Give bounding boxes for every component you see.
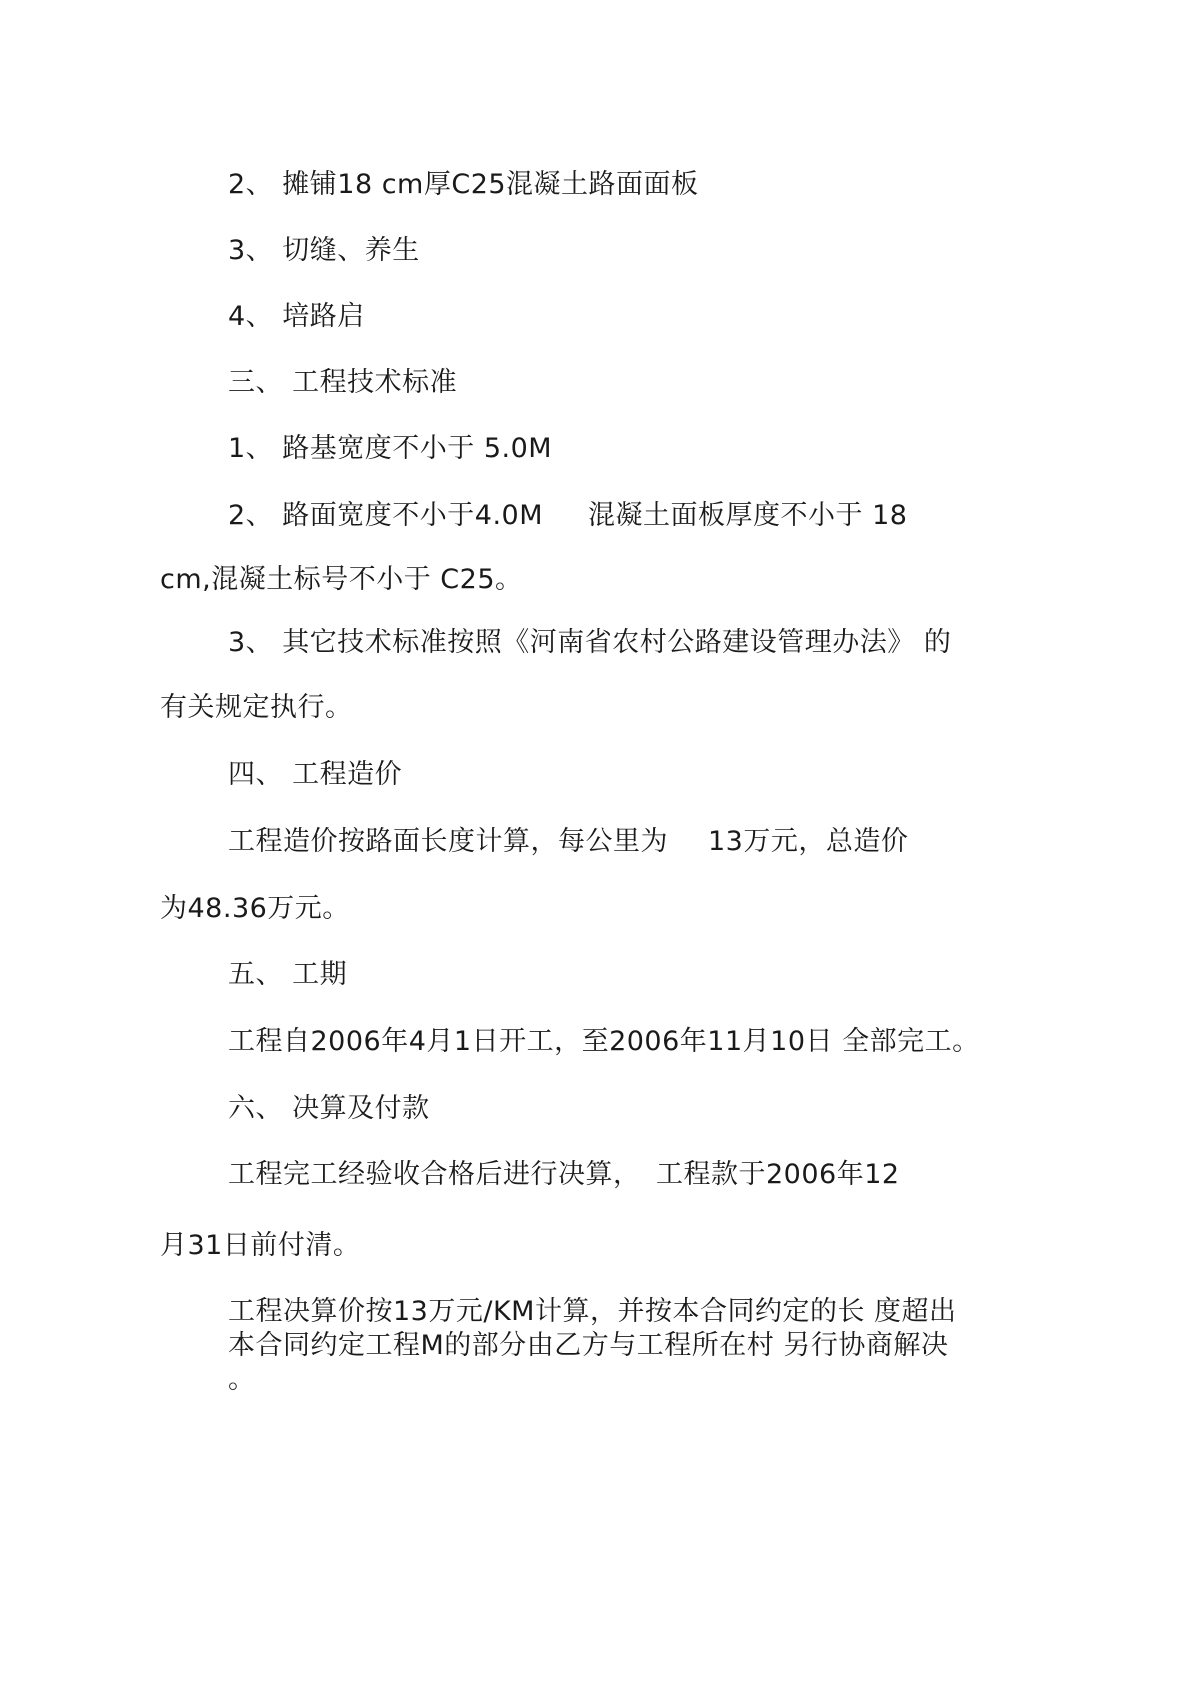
settlement-text-3: 。	[228, 1364, 256, 1395]
section-6-heading-text: 六、 决算及付款	[228, 1093, 430, 1124]
settlement-line-3	[228, 1363, 256, 1397]
item-4-line	[228, 300, 365, 334]
item-2-text: 2、 摊铺18 cm厚C25混凝土路面面板	[228, 169, 699, 200]
cost-line-b	[708, 825, 908, 859]
standard-2-cont-text: cm,混凝土标号不小于 C25。	[160, 564, 523, 595]
schedule-text: 工程自2006年4月1日开工，至2006年11月10日 全部完工。	[228, 1026, 980, 1057]
section-3-heading	[228, 366, 457, 400]
standard-2-continuation	[160, 563, 523, 597]
standard-3-cont-text: 有关规定执行。	[160, 692, 353, 723]
schedule-line	[228, 1025, 980, 1059]
settlement-text-1: 工程决算价按13万元/KM计算，并按本合同约定的长 度超出	[228, 1296, 957, 1327]
standard-2-part-a: 2、 路面宽度不小于4.0M	[228, 500, 543, 531]
item-2-line	[228, 168, 699, 202]
payment-part-a: 工程完工经验收合格后进行决算，	[228, 1159, 641, 1190]
settlement-line-2	[228, 1329, 948, 1363]
section-4-heading-text: 四、 工程造价	[228, 759, 403, 790]
standard-3-continuation	[160, 691, 353, 725]
standard-3-line	[228, 626, 951, 660]
payment-line	[228, 1158, 641, 1192]
cost-part-a: 工程造价按路面长度计算，每公里为	[228, 826, 668, 857]
standard-1-line	[228, 432, 552, 466]
settlement-line-1	[228, 1295, 957, 1329]
cost-line	[228, 825, 668, 859]
section-6-heading	[228, 1092, 430, 1126]
standard-3-text: 3、 其它技术标准按照《河南省农村公路建设管理办法》 的	[228, 627, 952, 658]
settlement-text-2: 本合同约定工程M的部分由乙方与工程所在村 另行协商解决	[228, 1330, 949, 1361]
cost-continuation	[160, 892, 350, 926]
section-4-heading	[228, 758, 402, 792]
section-5-heading	[228, 958, 347, 992]
payment-continuation	[160, 1229, 360, 1263]
item-3-text: 3、 切缝、养生	[228, 235, 420, 266]
item-3-line	[228, 234, 420, 268]
section-5-heading-text: 五、 工期	[228, 959, 348, 990]
standard-2-line-b	[588, 499, 907, 533]
payment-part-b: 工程款于2006年12	[656, 1159, 900, 1190]
standard-2-line	[228, 499, 543, 533]
standard-1-text: 1、 路基宽度不小于 5.0M	[228, 433, 553, 464]
payment-cont-text: 月31日前付清。	[160, 1230, 361, 1261]
item-4-text: 4、 培路启	[228, 301, 365, 332]
standard-2-part-b: 混凝土面板厚度不小于 18	[588, 500, 908, 531]
cost-part-b: 13万元，总造价	[708, 826, 909, 857]
payment-line-b	[656, 1158, 900, 1192]
cost-cont-text: 为48.36万元。	[160, 893, 350, 924]
section-3-heading-text: 三、 工程技术标准	[228, 367, 458, 398]
